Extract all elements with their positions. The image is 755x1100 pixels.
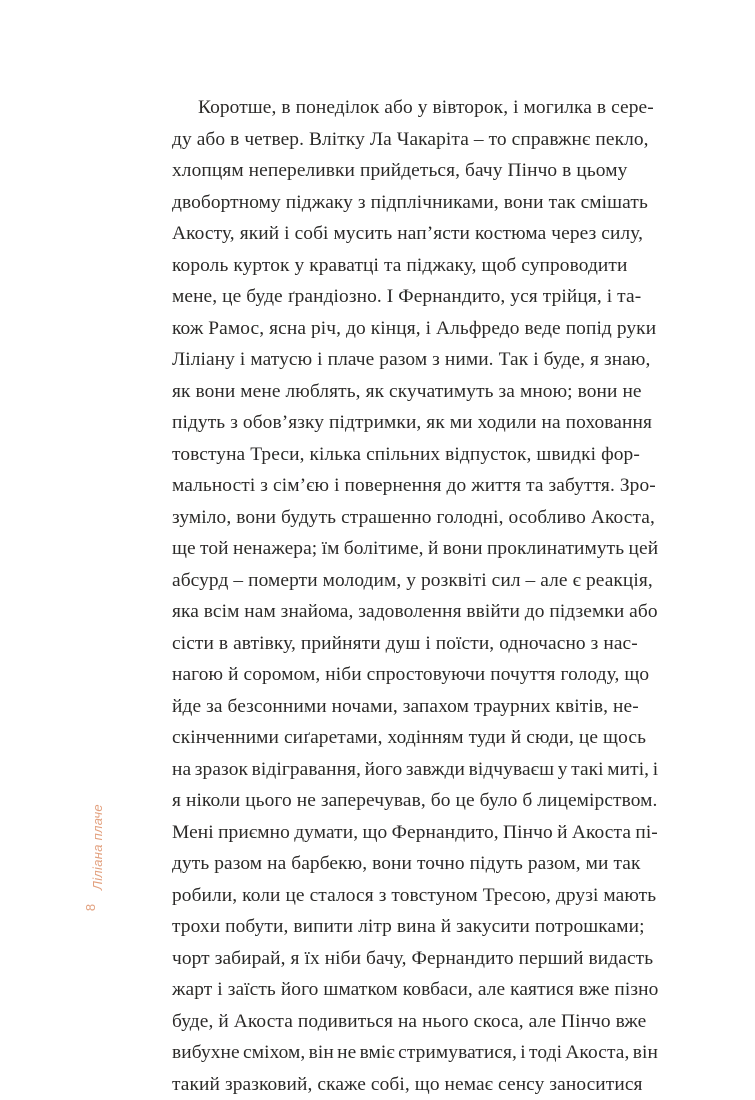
text-line: підуть з обов’язку підтримки, як ми ходили на поховання xyxy=(172,407,658,439)
body-text xyxy=(172,92,658,1100)
text-line: мене, це буде ґрандіозно. І Фернандито, уся трійця, і та- xyxy=(172,281,658,313)
text-line: трохи побути, випити літр вина й закусити потрошками; xyxy=(172,911,658,943)
text-line: дуть разом на барбекю, вони точно підуть разом, ми так xyxy=(172,848,658,880)
text-line: зуміло, вони будуть страшенно голодні, особливо Акоста, xyxy=(172,502,658,534)
text-line: жарт і заїсть його шматком ковбаси, але каятися вже пізно xyxy=(172,974,658,1006)
text-line: Мені приємно думати, що Фернандито, Пінчо й Акоста пі- xyxy=(172,817,658,849)
text-line: мальності з сім’єю і повернення до життя та забуття. Зро- xyxy=(172,470,658,502)
text-line: йде за безсонними ночами, запахом траурних квітів, не- xyxy=(172,691,658,723)
text-line: яка всім нам знайома, задоволення ввійти до підземки або xyxy=(172,596,658,628)
text-line: товстуна Треси, кілька спільних відпусток, швидкі фор- xyxy=(172,439,658,471)
running-head xyxy=(82,790,112,940)
text-line: нагою й соромом, ніби спростовуючи почуття голоду, що xyxy=(172,659,658,691)
text-line: король курток у краватці та піджаку, щоб супроводити xyxy=(172,250,658,282)
text-line: кож Рамос, ясна річ, до кінця, і Альфредо веде попід руки xyxy=(172,313,658,345)
text-line: ще той ненажера; їм болітиме, й вони проклинатимуть цей xyxy=(172,533,658,565)
text-line: як вони мене люблять, як скучатимуть за мною; вони не xyxy=(172,376,658,408)
text-line: на зразок відігравання, його завжди відчуваєш у такі миті, і xyxy=(172,754,658,786)
text-line: буде, й Акоста подивиться на нього скоса, але Пінчо вже xyxy=(172,1006,658,1038)
text-line: я ніколи цього не заперечував, бо це було б лицемірством. xyxy=(172,785,658,817)
text-line: скінченними сиґаретами, ходінням туди й сюди, це щось xyxy=(172,722,658,754)
text-line: Коротше, в понеділок або у вівторок, і могилка в сере- xyxy=(172,92,658,124)
text-line: ду або в четвер. Влітку Ла Чакаріта – то справжнє пекло, xyxy=(172,124,658,156)
text-line: абсурд – померти молодим, у розквіті сил – але є реакція, xyxy=(172,565,658,597)
text-line: сісти в автівку, прийняти душ і поїсти, одночасно з нас- xyxy=(172,628,658,660)
page-number: 8 xyxy=(83,904,98,911)
text-line: Акосту, який і собі мусить нап’ясти костюма через силу, xyxy=(172,218,658,250)
text-line: вибухне сміхом, він не вміє стримуватися, і тоді Акоста, він xyxy=(172,1037,658,1069)
text-line: робили, коли це сталося з товстуном Тресою, друзі мають xyxy=(172,880,658,912)
text-line: Ліліану і матусю і плаче разом з ними. Так і буде, я знаю, xyxy=(172,344,658,376)
text-line: хлопцям непереливки прийдеться, бачу Пінчо в цьому xyxy=(172,155,658,187)
running-head-title: Ліліана плаче xyxy=(90,804,105,890)
text-line: такий зразковий, скаже собі, що немає сенсу заноситися xyxy=(172,1069,658,1100)
text-line: чорт забирай, я їх ніби бачу, Фернандито перший видасть xyxy=(172,943,658,975)
text-line: двобортному піджаку з підплічниками, вони так смішать xyxy=(172,187,658,219)
